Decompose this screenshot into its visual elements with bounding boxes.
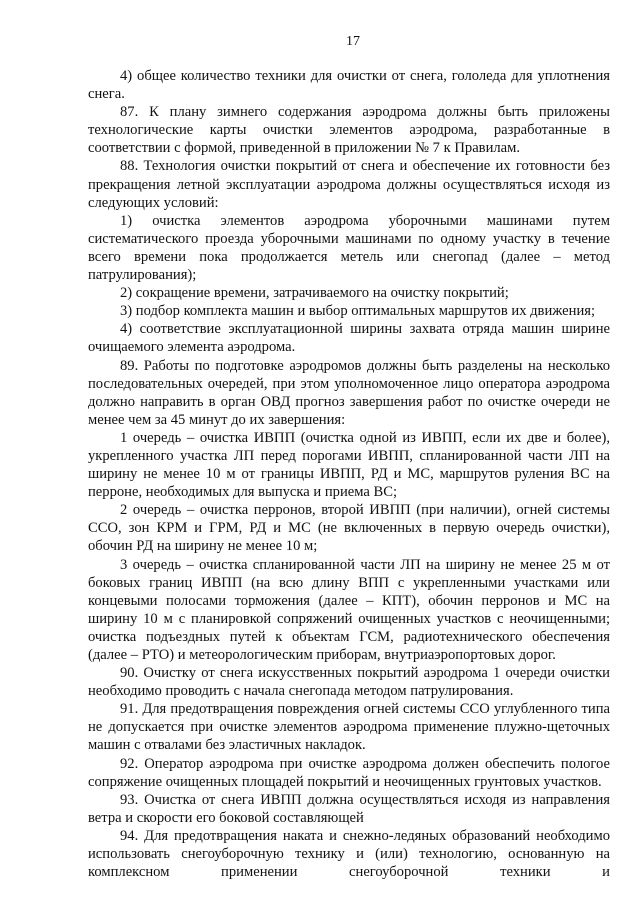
paragraph-88-item-3: 3) подбор комплекта машин и выбор оптимальных маршрутов их движения; [120,303,596,320]
paragraph-89-queue-2: 2 очередь – очистка перронов, второй ИВПП (при наличии), огней системы ССО, зон КРМ и ГРМ, РД и МС (не включенных в первую очередь очистки), обочин РД на ширину не менее 10 м; [88,502,610,555]
paragraph-89-queue-3: 3 очередь – очистка спланированной части ЛП на ширину не менее 25 м от боковых границ ИВПП (на всю длину ВПП с укрепленными участками или концевыми полосами торможения (далее – КПТ), обочин перронов и МС на ширину 10 м с планировкой сопряжений очищенных участков с неочищенными; очистка подъездных путей к объектам ГСМ, радиотехнического обеспечения (далее – РТО) и метеорологическим приборам, внутриаэропортовых дорог. [88,556,610,663]
paragraph-item-4-snow-equipment: 4) общее количество техники для очистки от снега, гололеда для уплотнения снега. [88,68,610,103]
paragraph-92: 92. Оператор аэродрома при очистке аэродрома должен обеспечить пологое сопряжение очищенных площадей покрытий и неочищенных грунтовых участков. [88,755,610,790]
page-number: 17 [346,34,360,49]
paragraph-88: 88. Технология очистки покрытий от снега и обеспечение их готовности без прекращения летной эксплуатации аэродрома должны осуществляться исходя из следующих условий: [88,158,610,211]
paragraph-87: 87. К плану зимнего содержания аэродрома должны быть приложены технологические карты очистки элементов аэродрома, разработанные в соответствии с формой, приведенной в приложении № 7 к Правилам. [88,104,610,157]
paragraph-88-item-2: 2) сокращение времени, затрачиваемого на очистку покрытий; [120,285,509,302]
paragraph-93: 93. Очистка от снега ИВПП должна осуществляться исходя из направления ветра и скорости его боковой составляющей [88,791,610,826]
paragraph-91: 91. Для предотвращения повреждения огней системы ССО углубленного типа не допускается при очистке элементов аэродрома применение плужно-щеточных машин с отвалами без эластичных накладок. [88,701,610,754]
paragraph-88-item-1: 1) очистка элементов аэродрома уборочными машинами путем систематического проезда уборочными машинами по одному участку в течение всего времени пока продолжается метель или снегопад (далее – метод патрулирования); [88,212,610,284]
paragraph-88-item-4: 4) соответствие эксплуатационной ширины захвата отряда машин ширине очищаемого элемента аэродрома. [88,321,610,356]
paragraph-94: 94. Для предотвращения наката и снежно-ледяных образований необходимо использовать снегоуборочную технику и (или) технологию, основанную на комплексном применении снегоуборочной техники и [88,827,610,881]
paragraph-89: 89. Работы по подготовке аэродромов должны быть разделены на несколько последовательных очередей, при этом уполномоченное лицо оператора аэродрома должно направить в орган ОВД прогноз завершения работ по очистке очереди не менее чем за 45 минут до их завершения: [88,357,610,428]
paragraph-90: 90. Очистку от снега искусственных покрытий аэродрома 1 очереди очистки необходимо проводить с начала снегопада методом патрулирования. [88,665,610,700]
document-body [88,67,610,881]
paragraph-89-queue-1: 1 очередь – очистка ИВПП (очистка одной из ИВПП, если их две и более), укрепленного участка ЛП перед порогами ИВПП, спланированной части ЛП на ширину не менее 10 м от границы ИВПП, РД и МС, маршрутов руления ВС на перроне, необходимых для выпуска и приема ВС; [88,429,610,501]
